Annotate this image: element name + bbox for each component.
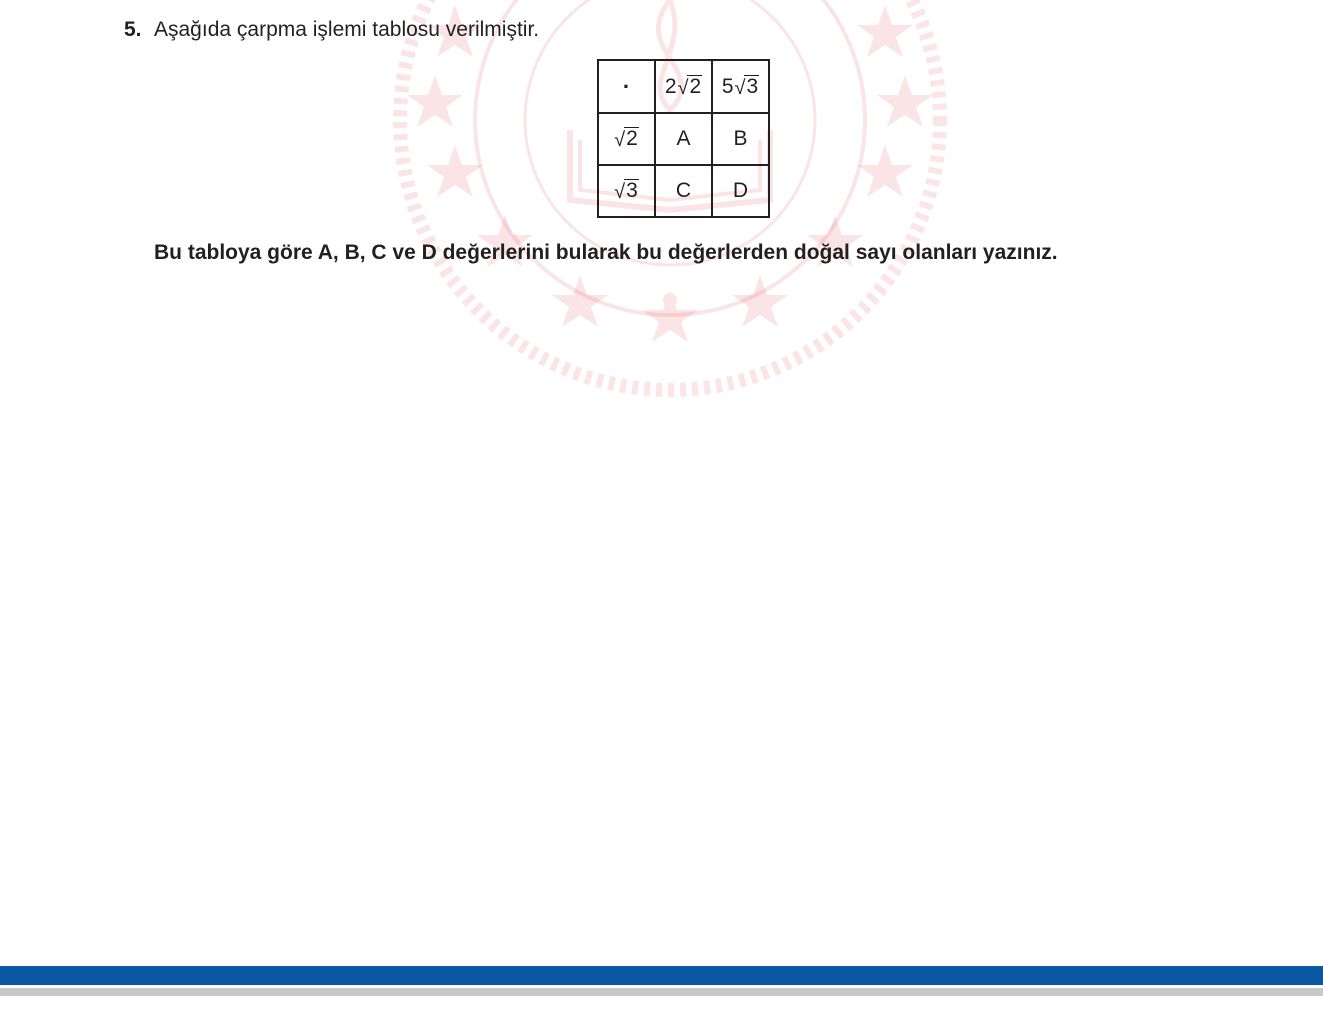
cell-d: D: [712, 165, 769, 217]
table-header-row: [598, 60, 769, 113]
radical-sign: √: [734, 76, 746, 99]
row-header-sqrt3: [598, 165, 655, 217]
footer-gray-band: [0, 988, 1323, 996]
radicand: 2: [689, 74, 702, 98]
column-coefficient: 2: [664, 74, 677, 98]
question-instruction: Bu tabloya göre A, B, C ve D değerlerini bularak bu değerlerden doğal sayı olanları yazınız.: [154, 241, 1058, 264]
cell-b: B: [712, 113, 769, 165]
cell-c: C: [655, 165, 712, 217]
sqrt-expression: [678, 75, 703, 99]
multiplication-table: [597, 59, 770, 218]
column-coefficient: 5: [721, 74, 734, 98]
column-header-2sqrt2: [655, 60, 712, 113]
footer-blue-band: [0, 966, 1323, 985]
radical-sign: √: [614, 181, 626, 203]
sqrt-expression: [735, 75, 760, 99]
radicand: 3: [746, 74, 759, 98]
question-number: 5.: [124, 18, 142, 41]
radical-sign: √: [677, 76, 689, 99]
cell-a: A: [655, 113, 712, 165]
row-header-sqrt2: [598, 113, 655, 165]
question-header: [124, 16, 539, 44]
sqrt-expression: [614, 179, 639, 203]
table-row-sqrt3: [598, 165, 769, 217]
radicand: 3: [626, 179, 638, 202]
column-header-5sqrt3: [712, 60, 769, 113]
sqrt-expression: [614, 127, 639, 151]
operator-cell: ·: [598, 60, 655, 113]
question-prompt: Aşağıda çarpma işlemi tablosu verilmiştir.: [154, 18, 540, 41]
radical-sign: √: [614, 129, 626, 151]
table-row-sqrt2: [598, 113, 769, 165]
radicand: 2: [626, 127, 638, 150]
